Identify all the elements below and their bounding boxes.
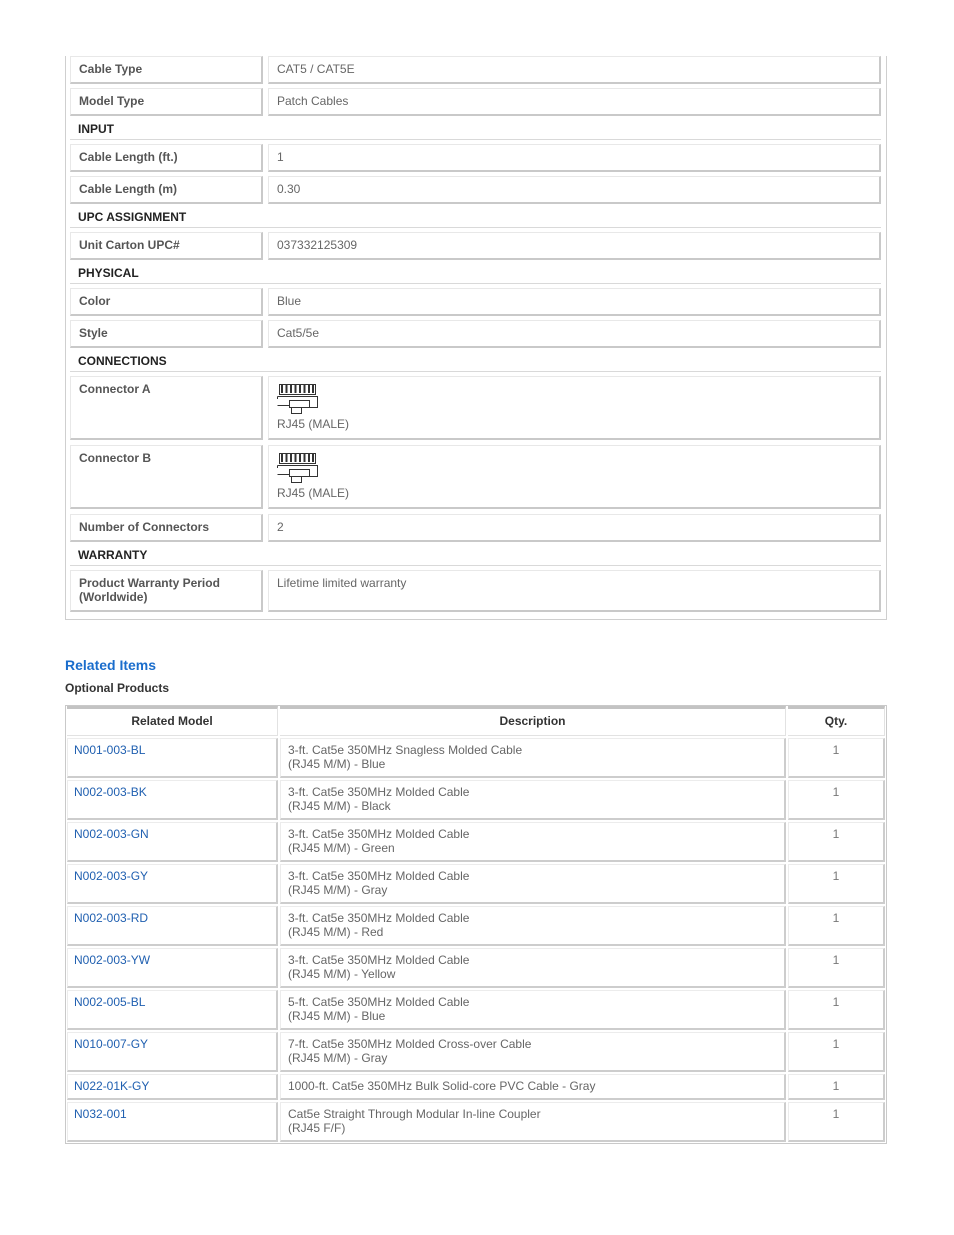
description-cell: 3-ft. Cat5e 350MHz Molded Cable (RJ45 M/M) - Red: [280, 906, 786, 946]
table-row: [67, 1102, 885, 1142]
spec-label: Cable Length (ft.): [70, 144, 263, 172]
qty-cell: 1: [788, 1102, 885, 1142]
related-model-link[interactable]: N010-007-GY: [74, 1037, 149, 1051]
spec-row-color: [70, 288, 881, 316]
table-row: [67, 780, 885, 820]
optional-products-subheading: Optional Products: [65, 681, 170, 695]
model-cell: [67, 1102, 278, 1142]
table-row: [67, 990, 885, 1030]
model-cell: [67, 1032, 278, 1072]
related-model-link[interactable]: N002-003-RD: [74, 911, 149, 925]
description-cell: 3-ft. Cat5e 350MHz Molded Cable (RJ45 M/M) - Gray: [280, 864, 786, 904]
description-cell: 3-ft. Cat5e 350MHz Molded Cable (RJ45 M/M) - Yellow: [280, 948, 786, 988]
model-cell: [67, 780, 278, 820]
spec-value: CAT5 / CAT5E: [268, 56, 881, 84]
spec-label: Connector A: [70, 376, 263, 440]
spec-label: Number of Connectors: [70, 514, 263, 542]
spec-value: [268, 445, 881, 509]
spec-value: Lifetime limited warranty: [268, 570, 881, 612]
column-header-related-model: Related Model: [67, 706, 278, 736]
qty-cell: 1: [788, 990, 885, 1030]
connector-type: RJ45 (MALE): [277, 417, 350, 431]
spec-row-cable-length-ft: [70, 144, 881, 172]
rj45-connector-icon: [277, 452, 319, 487]
qty-cell: 1: [788, 906, 885, 946]
spec-row-connector-b: [70, 445, 881, 509]
related-model-link[interactable]: N002-003-GN: [74, 827, 149, 841]
spec-section-connections: CONNECTIONS: [70, 352, 881, 372]
spec-label: Cable Length (m): [70, 176, 263, 204]
spec-label: Unit Carton UPC#: [70, 232, 263, 260]
table-row: [67, 948, 885, 988]
model-cell: [67, 822, 278, 862]
model-cell: [67, 1074, 278, 1100]
spec-table: [65, 56, 887, 620]
spec-row-unit-carton-upc: [70, 232, 881, 260]
related-model-link[interactable]: N002-003-YW: [74, 953, 151, 967]
qty-cell: 1: [788, 822, 885, 862]
qty-cell: 1: [788, 1074, 885, 1100]
description-cell: 1000-ft. Cat5e 350MHz Bulk Solid-core PVC Cable - Gray: [280, 1074, 786, 1100]
table-row: [67, 906, 885, 946]
table-row: [67, 738, 885, 778]
table-row: [67, 864, 885, 904]
spec-row-number-of-connectors: [70, 514, 881, 542]
table-row: [67, 1074, 885, 1100]
spec-label: Cable Type: [70, 56, 263, 84]
spec-value: 2: [268, 514, 881, 542]
model-cell: [67, 906, 278, 946]
spec-label: Model Type: [70, 88, 263, 116]
related-model-link[interactable]: N002-003-BK: [74, 785, 147, 799]
connector-type: RJ45 (MALE): [277, 486, 350, 500]
description-cell: 7-ft. Cat5e 350MHz Molded Cross-over Cable (RJ45 M/M) - Gray: [280, 1032, 786, 1072]
spec-row-warranty-period: [70, 570, 881, 612]
spec-section-input: INPUT: [70, 120, 881, 140]
qty-cell: 1: [788, 948, 885, 988]
spec-label: Product Warranty Period (Worldwide): [70, 570, 263, 612]
spec-row-connector-a: [70, 376, 881, 440]
related-model-link[interactable]: N002-003-GY: [74, 869, 149, 883]
description-cell: 3-ft. Cat5e 350MHz Snagless Molded Cable (RJ45 M/M) - Blue: [280, 738, 786, 778]
spec-value: Patch Cables: [268, 88, 881, 116]
qty-cell: 1: [788, 780, 885, 820]
spec-section-warranty: WARRANTY: [70, 546, 881, 566]
model-cell: [67, 864, 278, 904]
spec-section-physical: PHYSICAL: [70, 264, 881, 284]
table-row: [67, 822, 885, 862]
related-model-link[interactable]: N002-005-BL: [74, 995, 146, 1009]
spec-row-model-type: [70, 88, 881, 116]
related-model-link[interactable]: N001-003-BL: [74, 743, 146, 757]
spec-value: Cat5/5e: [268, 320, 881, 348]
spec-label: Style: [70, 320, 263, 348]
description-cell: Cat5e Straight Through Modular In-line Coupler (RJ45 F/F): [280, 1102, 786, 1142]
description-cell: 3-ft. Cat5e 350MHz Molded Cable (RJ45 M/M) - Black: [280, 780, 786, 820]
model-cell: [67, 738, 278, 778]
model-cell: [67, 948, 278, 988]
spec-value: [268, 376, 881, 440]
spec-row-cable-type: [70, 56, 881, 84]
spec-label: Color: [70, 288, 263, 316]
related-model-link[interactable]: N032-001: [74, 1107, 127, 1121]
model-cell: [67, 990, 278, 1030]
qty-cell: 1: [788, 1032, 885, 1072]
rj45-connector-icon: [277, 383, 319, 418]
table-row: [67, 1032, 885, 1072]
column-header-qty: Qty.: [788, 706, 885, 736]
spec-value: 037332125309: [268, 232, 881, 260]
spec-value: 1: [268, 144, 881, 172]
spec-value: Blue: [268, 288, 881, 316]
spec-label: Connector B: [70, 445, 263, 509]
spec-row-style: [70, 320, 881, 348]
related-items-heading: Related Items: [65, 657, 157, 673]
column-header-description: Description: [280, 706, 786, 736]
description-cell: 3-ft. Cat5e 350MHz Molded Cable (RJ45 M/M) - Green: [280, 822, 786, 862]
spec-section-upc-assignment: UPC ASSIGNMENT: [70, 208, 881, 228]
table-header-row: [67, 706, 885, 736]
qty-cell: 1: [788, 864, 885, 904]
related-items-table: [65, 705, 887, 1144]
spec-row-cable-length-m: [70, 176, 881, 204]
related-model-link[interactable]: N022-01K-GY: [74, 1079, 150, 1093]
description-cell: 5-ft. Cat5e 350MHz Molded Cable (RJ45 M/M) - Blue: [280, 990, 786, 1030]
qty-cell: 1: [788, 738, 885, 778]
spec-value: 0.30: [268, 176, 881, 204]
